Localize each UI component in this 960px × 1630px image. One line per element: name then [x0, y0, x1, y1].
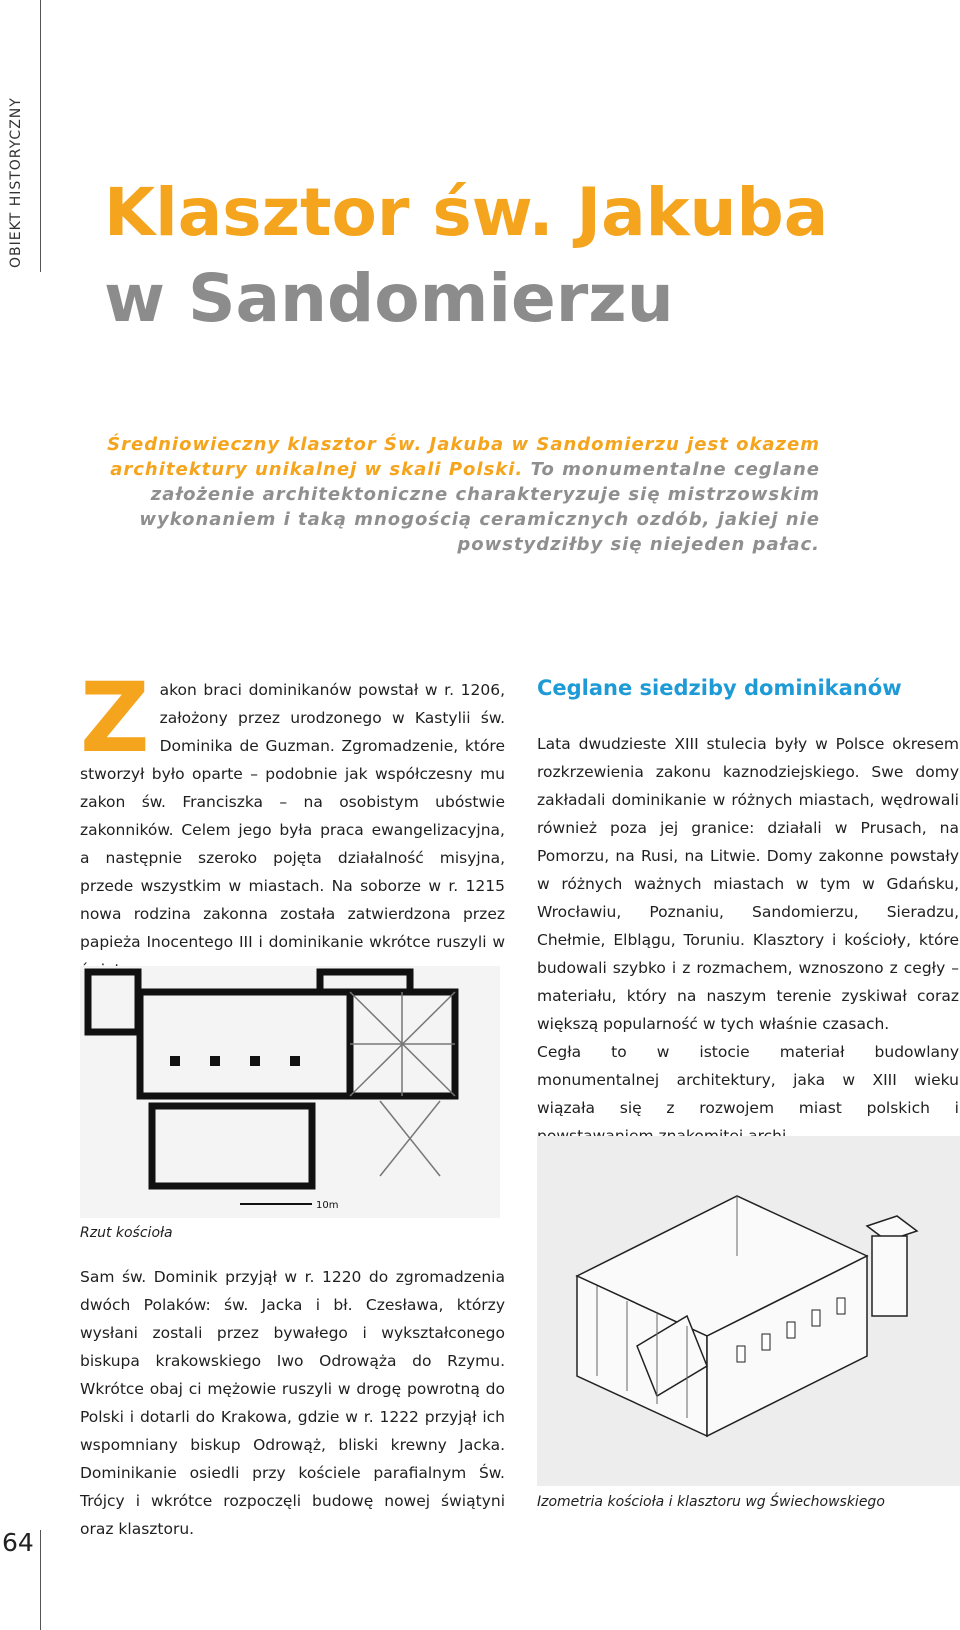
- lead-gray-text: To monumentalne ceglane założenie architektoniczne charakteryzuje się mistrzowskim wykonaniem i taką mnogością ceramicznych ozdób, jakiej nie powstydziłby się niejeden pałac.: [139, 459, 820, 555]
- left-column-paragraph-2: Sam św. Dominik przyjął w r. 1220 do zgromadzenia dwóch Polaków: św. Jacka i bł. Czesława, którzy wysłani zostali przez bywałego i wykształconego biskupa krakowskiego Iwo Odrowąża do Rzymu. Wkrótce obaj ci mężowie ruszyli w drogę powrotną do Polski i dotarli do Krakowa, gdzie w r. 1222 przyjął ich wspomniany biskup Odrowąż, bliski krewny Jacka. Dominikanie osiedli przy kościele parafialnym Św. Trójcy i wkrótce rozpoczęli budowę nowej świątyni oraz klasztoru.: [80, 1268, 505, 1538]
- side-divider-bottom: [40, 1530, 41, 1630]
- side-divider-top: [40, 0, 41, 272]
- church-plan-figure: [80, 966, 500, 1218]
- lead-orange-text: Średniowieczny klasztor Św. Jakuba w Sandomierzu jest okazem architektury unikalnej w skali Polski.: [107, 434, 820, 480]
- title-line-1: Klasztor św. Jakuba: [104, 174, 829, 251]
- drop-cap: Z: [80, 662, 150, 774]
- isometric-caption: Izometria kościoła i klasztoru wg Świechowskiego: [537, 1494, 885, 1510]
- plan-caption: Rzut kościoła: [80, 1225, 173, 1241]
- right-column-paragraph-1: Lata dwudzieste XIII stulecia były w Polsce okresem rozkrzewienia zakonu kaznodziejskiego. Swe domy zakładali dominikanie w różnych miastach, wędrowali również poza jej granice: działali w Prusach, na Pomorzu, na Rusi, na Litwie. Domy zakonne powstały w różnych ważnych miastach w tym w Gdańsku, Wrocławiu, Poznaniu, Sandomierzu, Sieradzu, Chełmie, Elblągu, Toruniu. Klasztory i kościoły, które budowali szybko i z rozmachem, wznoszono z cegły – materiału, który na naszym terenie zyskiwał coraz większą popularność w tych właśnie czasach.: [537, 735, 959, 1033]
- isometric-drawing: [537, 1136, 960, 1486]
- section-label: OBIEKT HISTORYCZNY: [8, 97, 24, 268]
- title-line-2: w Sandomierzu: [104, 260, 674, 337]
- page-number: 64: [2, 1528, 34, 1557]
- section-heading: Ceglane siedziby dominikanów: [537, 676, 902, 700]
- lead-paragraph: [100, 432, 820, 557]
- right-column: [537, 730, 959, 1150]
- left-column-paragraph-1: [80, 662, 505, 984]
- left-column-text-1: akon braci dominikanów powstał w r. 1206, założony przez urodzonego w Kastylii św. Dominika de Guzman. Zgromadzenie, które stworzył było oparte – podobnie jak współczesny mu zakon św. Franciszka – na osobistym ubóstwie zakonników. Celem jego była praca ewangelizacyjna, a następnie szeroko pojęta działalność misyjna, przede wszystkim w miastach. Na soborze w r. 1215 nowa rodzina zakonna została zatwierdzona przez papieża Inocentego III i dominikanie wkrótce ruszyli w: [80, 681, 505, 951]
- isometric-figure: [537, 1136, 960, 1486]
- plan-scale-label: 10m: [316, 1200, 339, 1211]
- article-title: [104, 170, 828, 342]
- right-column-paragraph-2: Cegła to w istocie materiał budowlany monumentalnej architektury, jaka w XIII wieku wiązała się z rozwojem miast polskich i: [537, 1043, 959, 1117]
- church-plan-drawing: [80, 966, 500, 1218]
